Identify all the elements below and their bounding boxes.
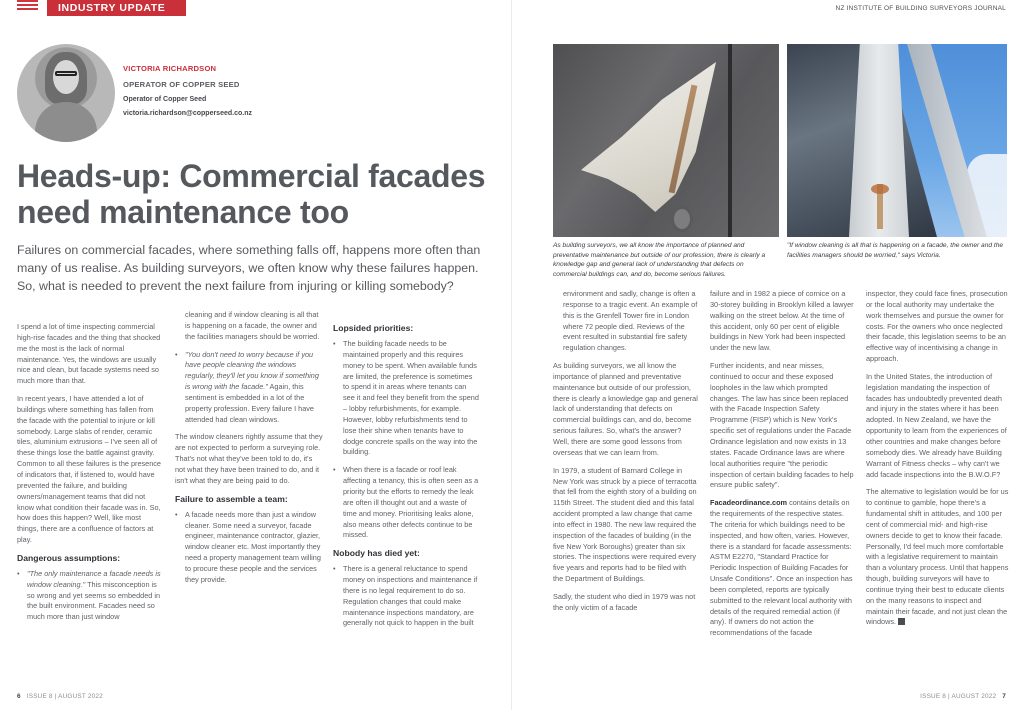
subheading-dangerous-assumptions: Dangerous assumptions:: [17, 552, 121, 563]
subheading-lopsided-priorities: Lopsided priorities:: [333, 323, 414, 333]
article-column-4: [553, 289, 698, 621]
paragraph: cleaning and if window cleaning is all that is happening on a facade, the owner and the facilities managers should be worried.: [185, 310, 320, 341]
subheading-nobody-has-died: Nobody has died yet:: [333, 548, 420, 559]
paragraph: As building surveyors, we all know the importance of planned and preventative maintenance but outside of our profession, there is clearly a knowledge gap and general lack of understanding that defects on commercial buildings can, and do, become serious failures. So, what's the answer? Well, there are some good lessons from overseas that we can learn from.: [553, 361, 698, 457]
author-name: VICTORIA RICHARDSON: [123, 64, 217, 73]
page-number: 6: [17, 693, 21, 700]
bullet-item: • There is a general reluctance to spend money on inspections and maintenance if there is no legal requirement to do so. Regulation changes that could make maintenance inspections mandatory, are generally not quick to happen in the built: [333, 564, 480, 629]
paragraph: In recent years, I have attended a lot of buildings where something has fallen from the facade with the potential to injure or kill somebody. Large slabs of render, ceramic tiles, aluminium extrusions – I've seen all of these things lose the battle against gravity. Common to all these failures is the presence of indicators that, if listened to, would have prevented the failure, and building owners/management teams that did not know what condition their facade was in. So, how does this happen? Well, like most things, there are a confluence of factors at play.: [17, 394, 161, 545]
paragraph: The alternative to legislation would be for us to continue to gamble, hope there's a fundamental shift in attitudes, and 100 per cent of commercial mid- and high-rise owners decide to get to know their facade. Personally, I'd feel much more comfortable with a legislative requirement to maintain than a voluntary process. Until that happens though, building surveyors will have to continue trying their best to educate clients on the many reasons to inspect and maintain their facade, and not just clean the windows.: [866, 487, 1009, 627]
article-column-3: [333, 320, 480, 636]
end-mark-icon: [898, 618, 905, 625]
bullet-item: • The building facade needs to be maintained properly and this requires money to be spent. When available funds are limited, the preference is sometimes to spend it in areas where tenants can see it and feel they benefit from the spend – lobby refurbishments, for example. However, lobby refurbishments tend to lose their shine when tenants have to dodge concrete spalls on the way into the building.: [333, 339, 480, 458]
left-folio: [17, 693, 103, 700]
article-column-6: [866, 289, 1011, 635]
photo-caption-1: As building surveyors, we all know the importance of planned and preventative maintenance but outside of our profession, there is clearly a knowledge gap and general lack of understanding that defects on commercial buildings can, and do, become serious failures.: [553, 242, 766, 278]
issue-label: ISSUE 8 | AUGUST 2022: [26, 693, 103, 700]
article-column-2: [175, 310, 323, 593]
article-column-1: [17, 322, 164, 630]
facade-ordinance-link[interactable]: Facadeordinance.com: [710, 498, 788, 508]
paragraph: The window cleaners rightly assume that they are not expected to perform a surveying role. That's not what they've been told to do, it's not what they have been trained to do, and it isn't what they are being paid to do.: [175, 432, 323, 485]
bullet-item: • "The only maintenance a facade needs is window cleaning." This misconception is so wrong and yet seems so embedded in the built environment. Facades need so much more than just window: [17, 569, 164, 623]
quote: "The only maintenance a facade needs is window cleaning.": [27, 568, 161, 589]
article-headline: Heads-up: Commercial facades need maintenance too: [17, 158, 486, 230]
author-email[interactable]: victoria.richardson@copperseed.co.nz: [123, 110, 252, 117]
author-subtitle: Operator of Copper Seed: [123, 96, 207, 103]
right-folio: [920, 693, 1006, 700]
bullet-item: • A facade needs more than just a window cleaner. Some need a surveyor, facade engineer, maintenance contractor, glazier, window cleaner etc. Most importantly they need a property management team willing to procure these people and the services they provide.: [175, 510, 323, 586]
paragraph: In 1979, a student of Barnard College in New York was struck by a piece of terracotta that fell from the eighth story of a building on 115th Street. The student died and this fatal accident prompted a law change that came into effect in 1980. The new law required the inspection of the facades of building (in the five New York Boroughs) greater than six stories. The inspections were required every five years and reports had to be filed with the Department of Buildings.: [553, 465, 697, 584]
paragraph: Further incidents, and near misses, continued to occur and these exposed loopholes in the law which prompted changes. The law has since been replaced with the Facade Inspection Safety Programme (FISP) which is New York's specific set of regulations under the Facade Ordinance legislation and now exists in 13 states. Facade Ordinance laws are where local authorities require "the periodic inspection of certain building facades to help ensure public safety".: [710, 361, 854, 490]
paragraph: environment and sadly, change is often a response to a tragic event. An example of this is the Grenfell Tower fire in London where 72 people died. Reviews of the event resulted in substantial fire safety regulation changes.: [563, 289, 698, 353]
paragraph: I spend a lot of time inspecting commercial high-rise facades and the thing that shocked me the most is the lack of normal maintenance. Yes, the windows are usually nice and clean, but facade systems need so much more than that.: [17, 322, 161, 386]
bullet-item: • "You don't need to worry because if you have people cleaning the windows regularly, they'll let you know if something is wrong with the facade." Again, this sentiment is embedded in a lot of the property profession. Every failure I have attended had clean windows.: [175, 350, 323, 426]
subheading-failure-to-assemble: Failure to assemble a team:: [175, 493, 288, 504]
journal-name: NZ INSTITUTE OF BUILDING SURVEYORS JOURNAL: [835, 5, 1006, 12]
author-role: OPERATOR OF COPPER SEED: [123, 80, 240, 89]
article-column-5: [710, 289, 855, 646]
paragraph: Facadeordinance.com contains details on the requirements of the respective states. The criteria for which buildings need to be inspected, and how often, varies. However, there is a standard for facade assessments: ASTM E2270, "Standard Practice for Periodic Inspection of Building Facades for Unsafe Conditions". Once an inspection has been completed, reports are typically submitted to the relevant local authority with details of the required remedial action (if any). If owners do not action the recommendations of the facade: [710, 498, 853, 638]
bullet-item: • When there is a facade or roof leak affecting a tenancy, this is often seen as a priority but the efforts to remedy the leak are often ill thought out and a waste of time and money. Prioritising leaks alone, also means other defects continue to be missed.: [333, 465, 480, 541]
article-standfirst: Failures on commercial facades, where something falls off, happens more often than many of us realise. As building surveyors, we often know why these failures happen. So, what is needed to prevent the next failure from injuring or killing somebody?: [17, 243, 481, 293]
paragraph: In the United States, the introduction of legislation mandating the inspection of facades has undoubtedly prevented death and injury in the states where it has been adopted. In New Zealand, we have the opportunity to learn from the experiences of other countries and make changes before somebody dies. We already have Building Warrant of Fitness checks – why can't we add facade inspections into the B.W.O.F?: [866, 371, 1007, 479]
photo-caption-2: "If window cleaning is all that is happening on a facade, the owner and the facilities managers should be worried," says Victoria.: [787, 242, 1004, 259]
page-number: 7: [1002, 693, 1006, 700]
facade-damage-photo: [553, 44, 779, 237]
author-block: [123, 64, 252, 117]
author-avatar: [17, 44, 115, 142]
paragraph: inspector, they could face fines, prosecution or the local authority may undertake the work themselves and pursue the owner for costs. For the owners who once neglected their facade, this legislation seems to be an effective way of incentivising a change in approach.: [866, 289, 1008, 364]
paragraph: Sadly, the student who died in 1979 was not the only victim of a facade: [553, 591, 696, 612]
issue-label: ISSUE 8 | AUGUST 2022: [920, 693, 997, 700]
section-tag: INDUSTRY UPDATE: [47, 0, 186, 16]
building-column-photo: [787, 44, 1007, 237]
hamburger-icon[interactable]: [17, 0, 38, 13]
paragraph: failure and in 1982 a piece of cornice on a 30-storey building in Brooklyn killed a lawyer walking on the street below. At the time of this accident, only 60 per cent of eligible buildings in New York had been inspected under the new law.: [710, 289, 854, 353]
quote: "You don't need to worry because if you have people cleaning the windows regularly, they'll let you know if something is wrong with the facade.": [185, 349, 319, 392]
